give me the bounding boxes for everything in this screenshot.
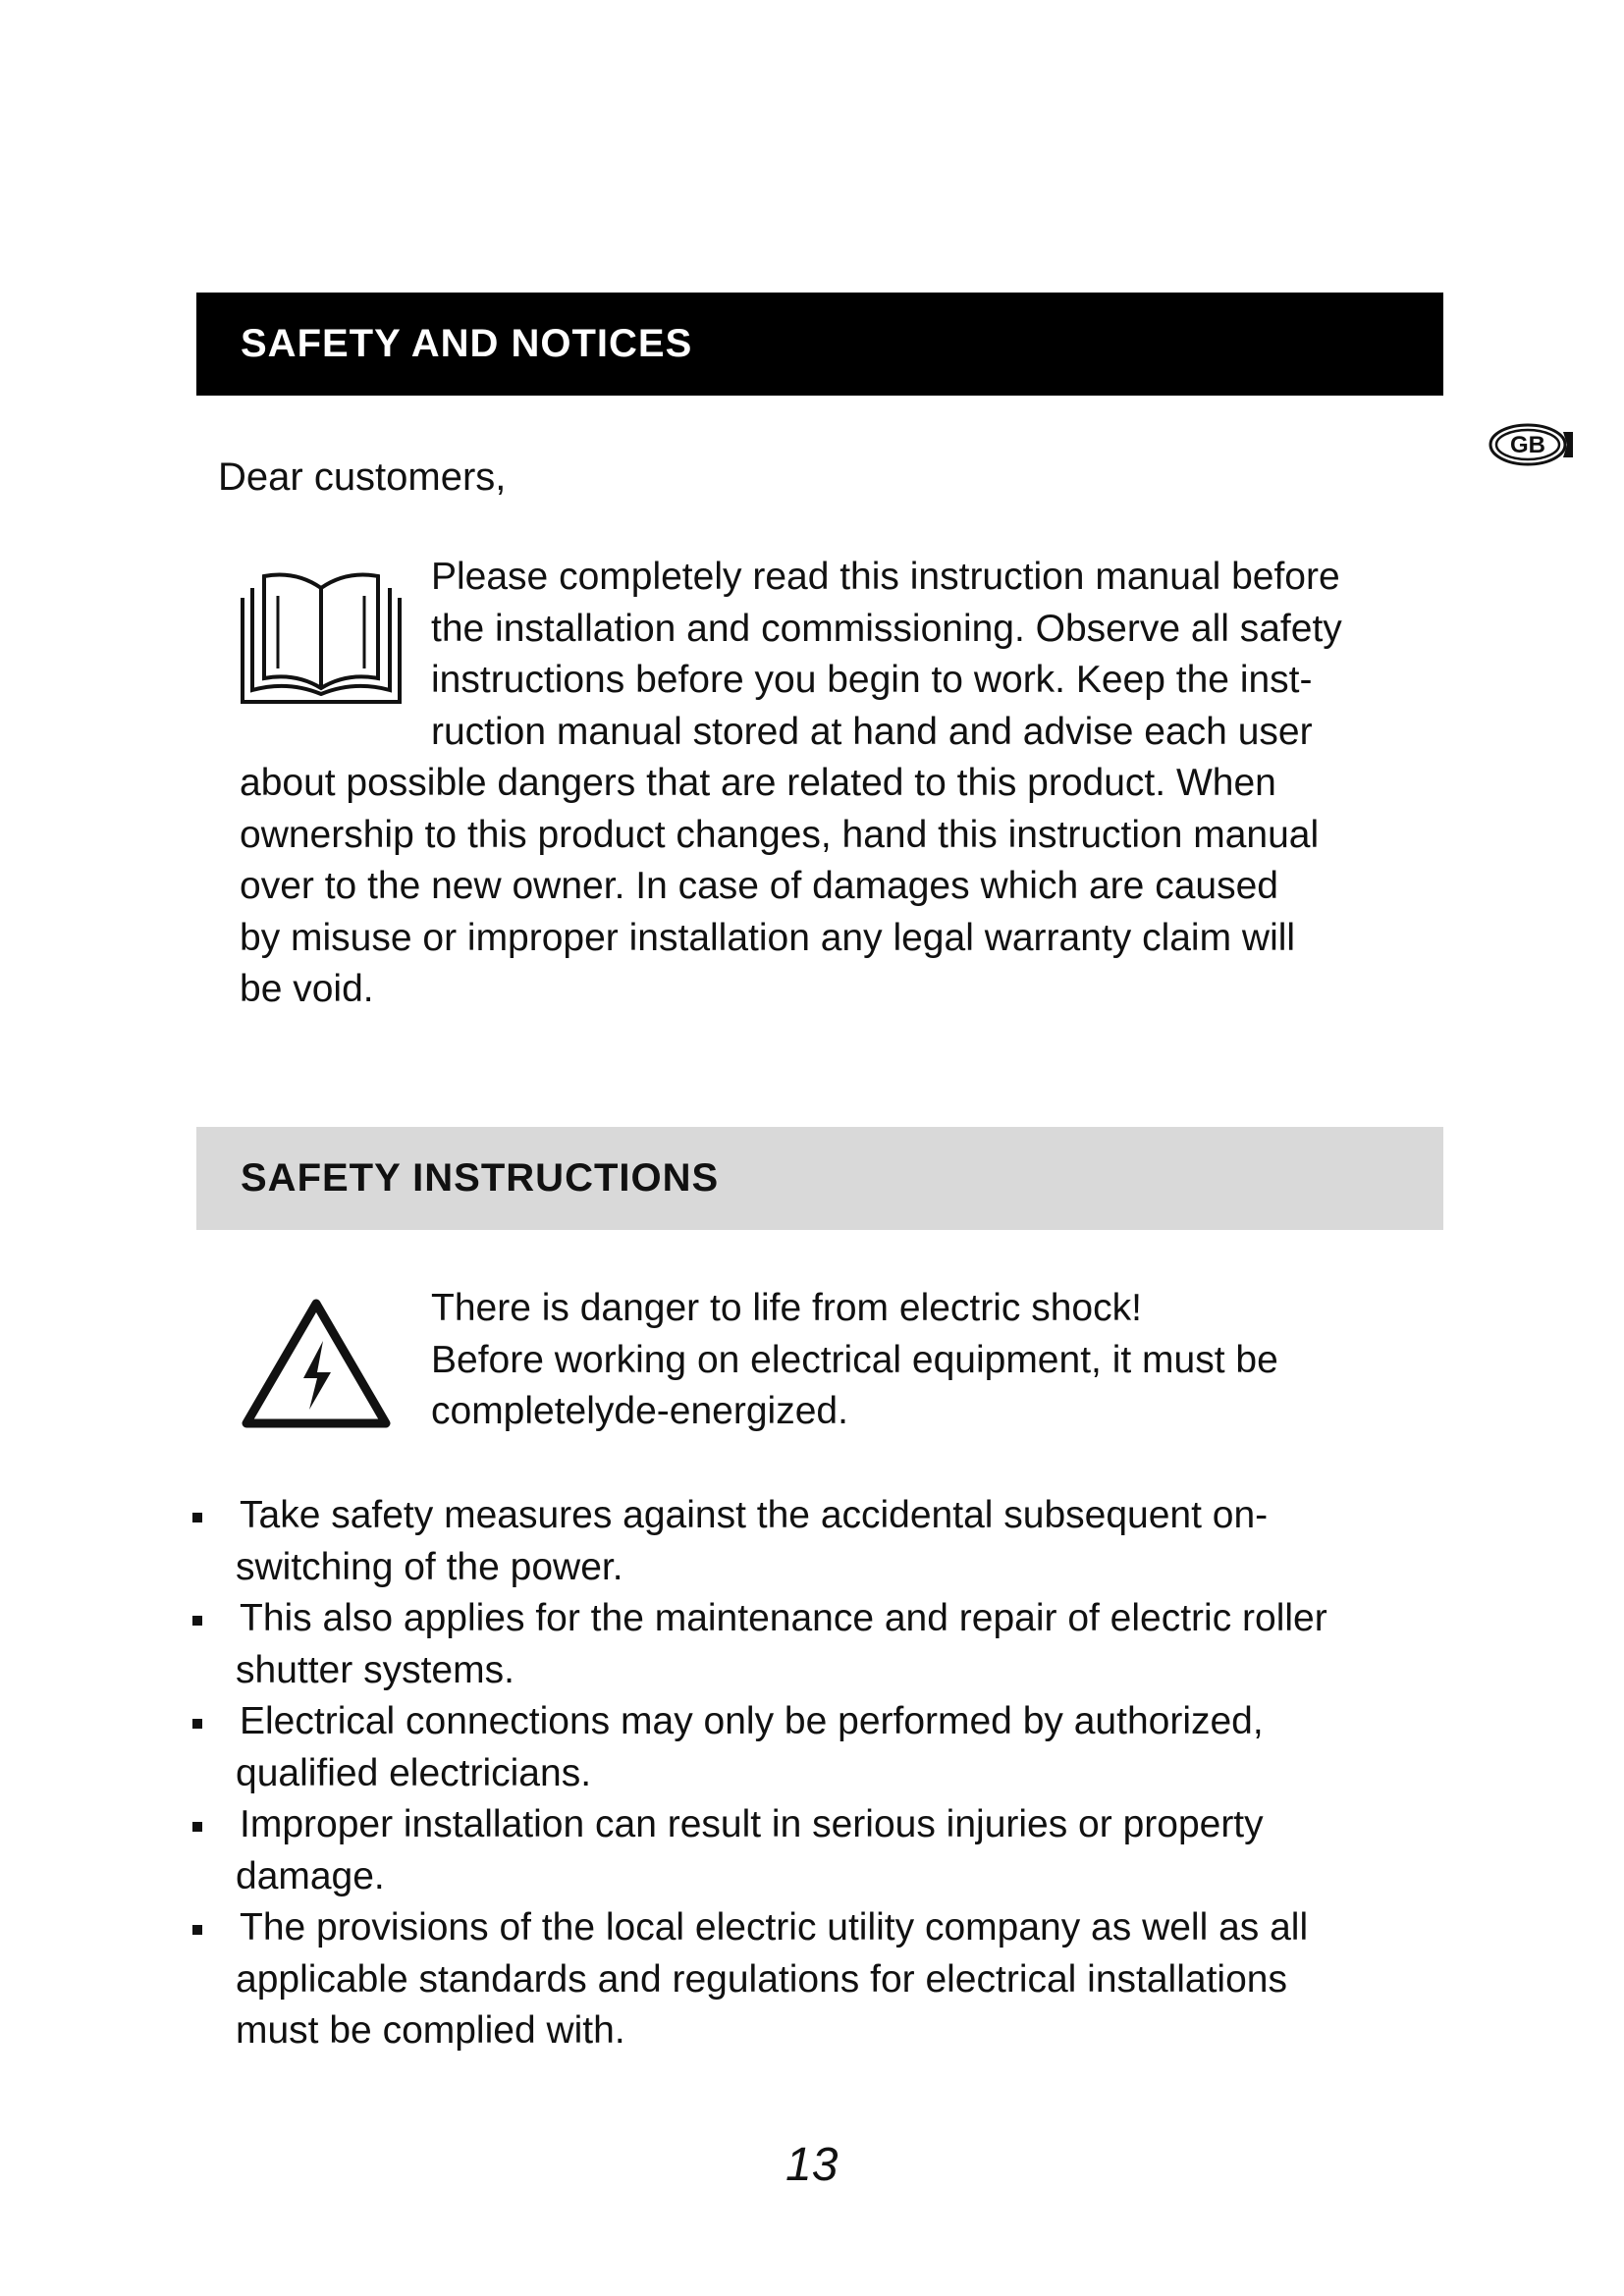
intro-paragraph xyxy=(240,552,1342,1016)
intro-line: ruction manual stored at hand and advise each user xyxy=(431,710,1313,753)
intro-line: Please completely read this instruction manual before xyxy=(431,556,1340,598)
gb-language-badge-icon xyxy=(1485,420,1587,469)
greeting: Dear customers, xyxy=(218,455,507,499)
intro-line: the installation and commissioning. Observe all safety xyxy=(431,607,1342,650)
intro-line: ownership to this product changes, hand this instruction manual xyxy=(240,813,1320,856)
bullet-line: switching of the power. xyxy=(236,1545,623,1588)
bullet-line: applicable standards and regulations for electrical installations xyxy=(236,1957,1287,2001)
intro-line: be void. xyxy=(240,968,374,1010)
bullet-line: damage. xyxy=(236,1854,385,1897)
bullet-line: The provisions of the local electric utility company as well as all xyxy=(240,1906,1309,1949)
page-number: 13 xyxy=(785,2139,839,2191)
list-item xyxy=(192,1696,1327,1799)
bullet-marker xyxy=(192,1616,202,1626)
list-item xyxy=(192,1799,1327,1902)
language-badge-text: GB xyxy=(1510,432,1545,458)
bullet-marker xyxy=(192,1822,202,1832)
section-header-safety-notices xyxy=(196,293,1443,396)
bullet-marker xyxy=(192,1925,202,1935)
intro-line: over to the new owner. In case of damages which are caused xyxy=(240,865,1278,907)
section-header-safety-instructions xyxy=(196,1127,1443,1230)
section-title: SAFETY INSTRUCTIONS xyxy=(241,1156,720,1200)
bullet-marker xyxy=(192,1719,202,1729)
warning-line: completelyde-energized. xyxy=(431,1390,848,1432)
bullet-line: Improper installation can result in serious injuries or property xyxy=(240,1803,1264,1845)
intro-line: by misuse or improper installation any legal warranty claim will xyxy=(240,916,1296,959)
list-item xyxy=(192,1902,1327,2057)
section-title: SAFETY AND NOTICES xyxy=(241,322,693,365)
bullet-line: shutter systems. xyxy=(236,1648,514,1691)
bullet-line: qualified electricians. xyxy=(236,1751,592,1794)
bullet-line: must be complied with. xyxy=(236,2009,625,2052)
bullet-marker xyxy=(192,1513,202,1522)
bullet-line: This also applies for the maintenance and repair of electric roller xyxy=(240,1597,1327,1639)
safety-bullet-list xyxy=(192,1490,1327,2057)
list-item xyxy=(192,1593,1327,1696)
warning-line: Before working on electrical equipment, it must be xyxy=(431,1338,1278,1381)
list-item xyxy=(192,1490,1327,1593)
intro-line: instructions before you begin to work. Keep the inst- xyxy=(431,659,1313,701)
intro-line: about possible dangers that are related to this product. When xyxy=(240,762,1276,804)
electric-shock-warning-icon xyxy=(239,1294,394,1433)
warning-line: There is danger to life from electric shock! xyxy=(431,1287,1142,1329)
bullet-line: Take safety measures against the accidental subsequent on- xyxy=(240,1494,1269,1536)
warning-text xyxy=(431,1283,1278,1438)
bullet-line: Electrical connections may only be performed by authorized, xyxy=(240,1700,1264,1742)
